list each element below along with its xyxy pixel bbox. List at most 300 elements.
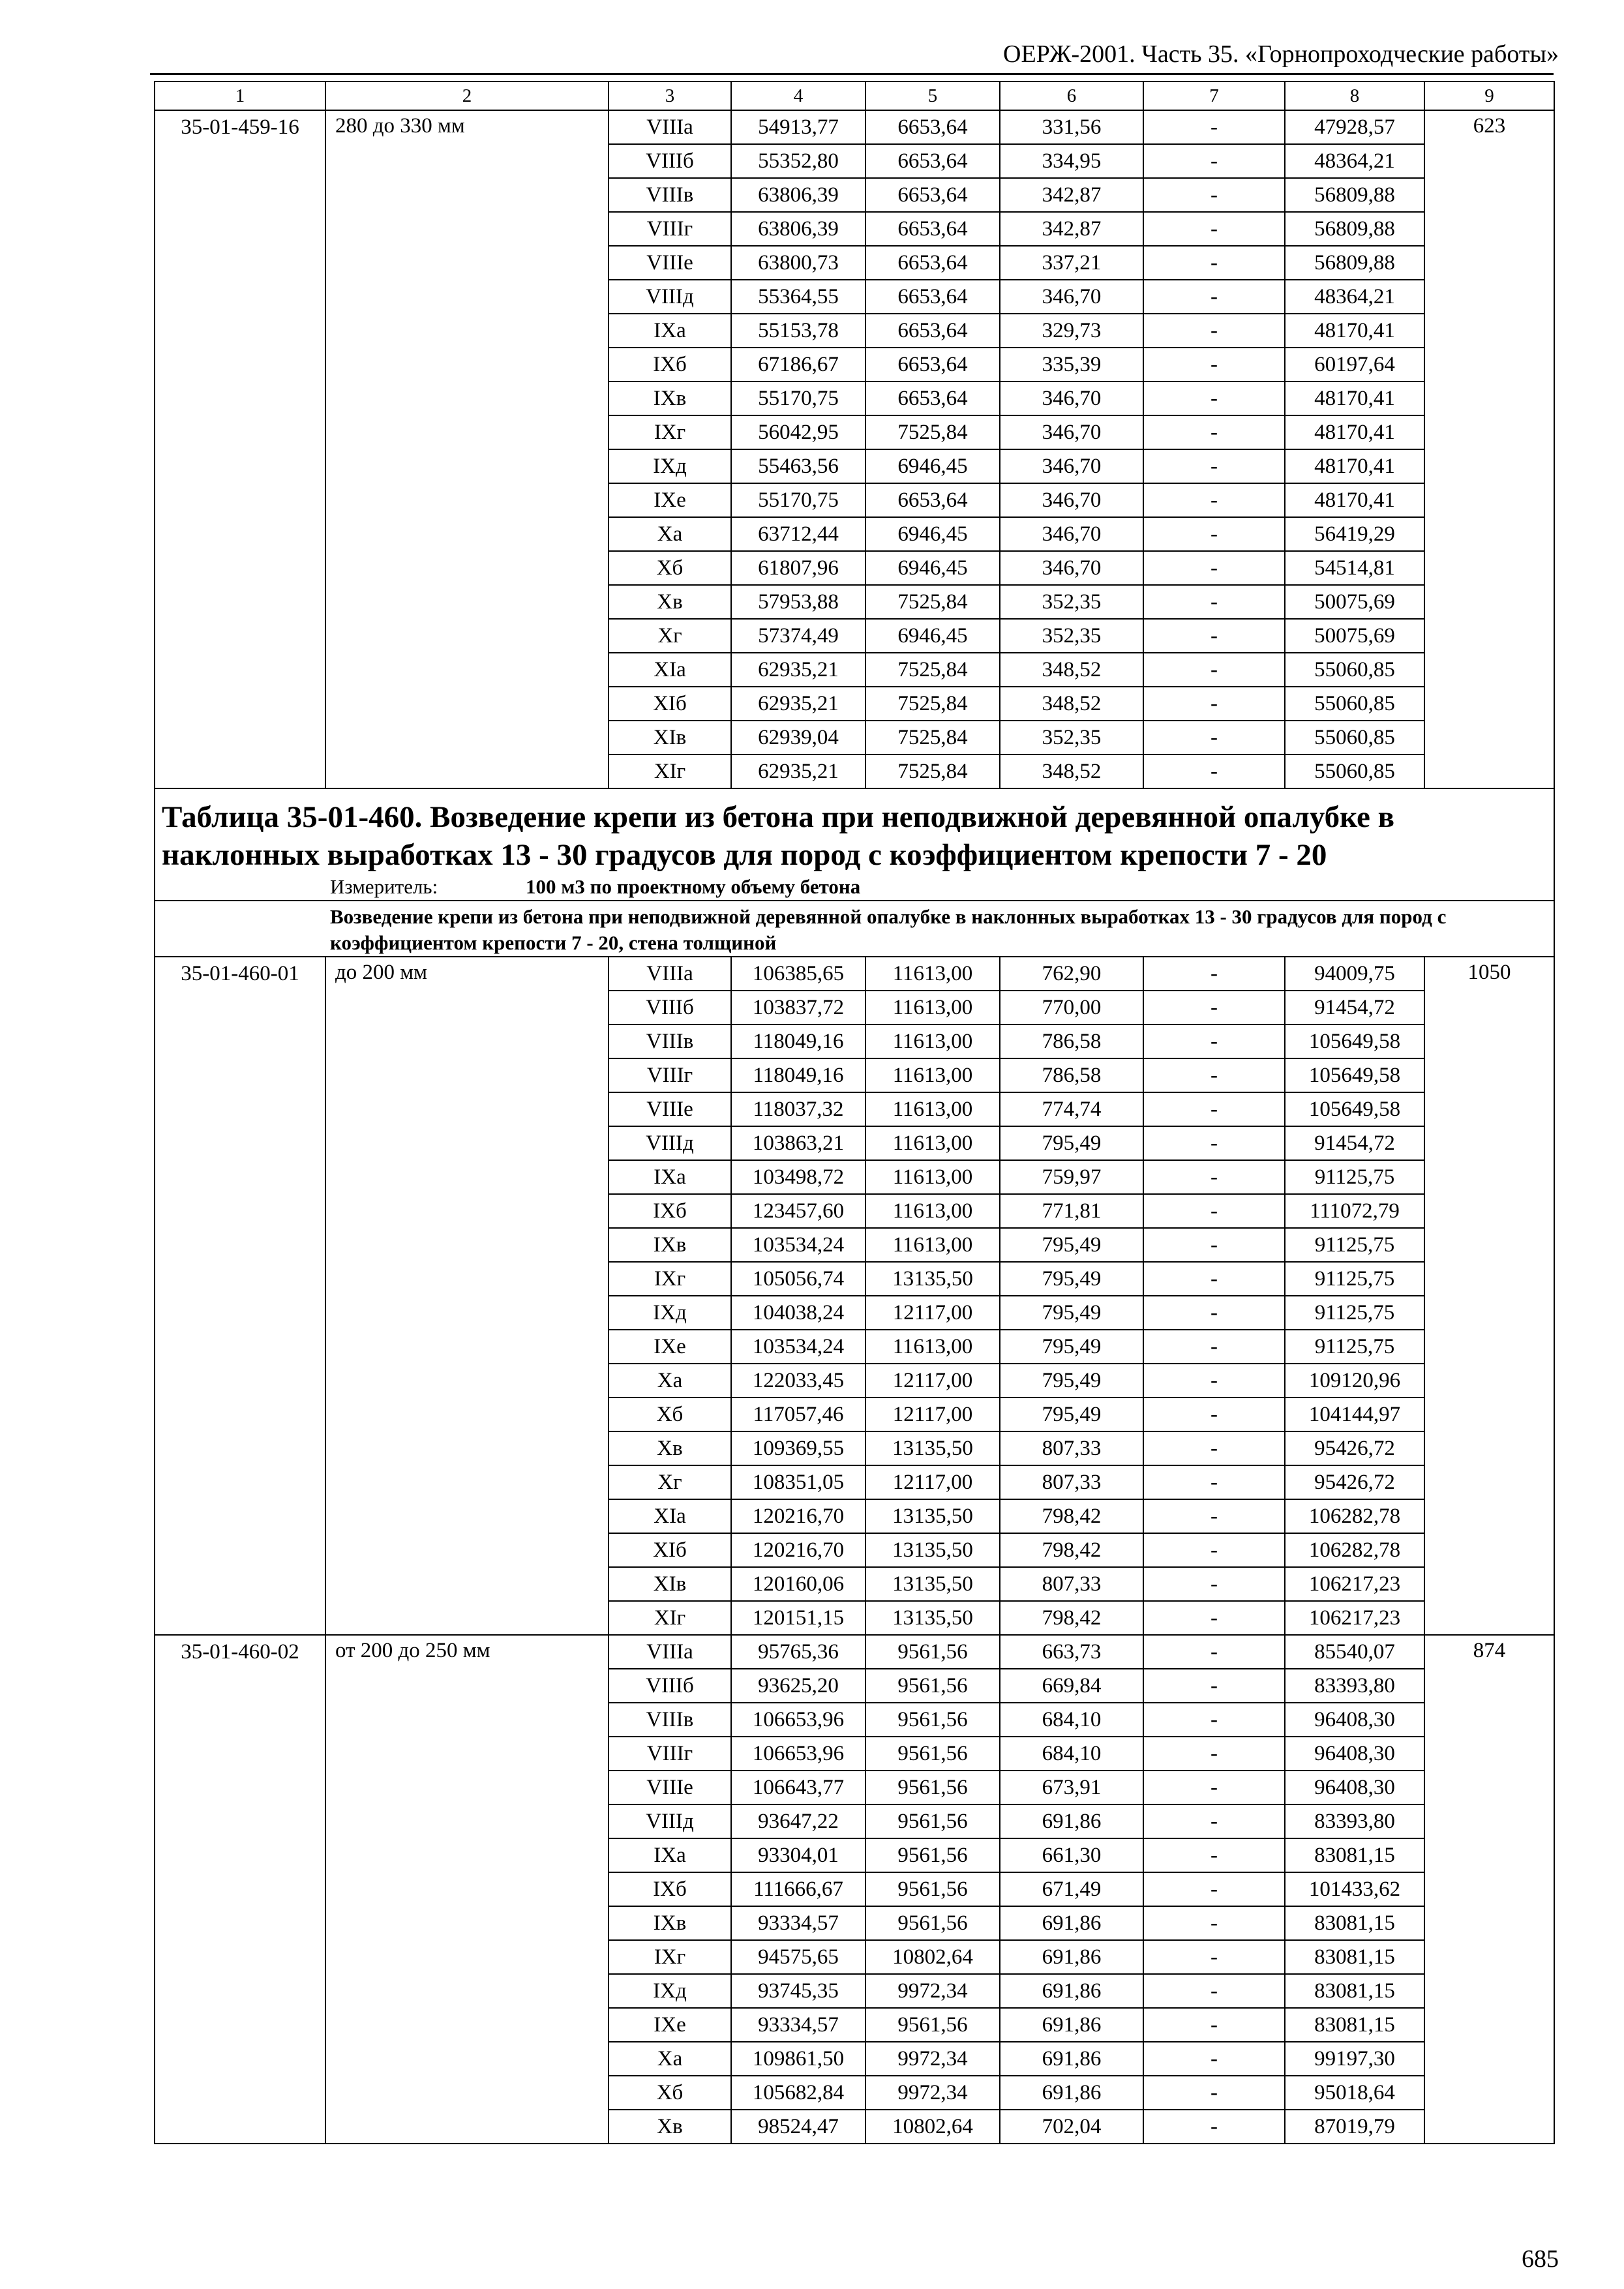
table-cell: 9972,34	[865, 2076, 1000, 2110]
table-cell: 771,81	[1000, 1194, 1143, 1228]
table-cell: 93625,20	[731, 1669, 865, 1703]
rock-category: IXб	[609, 1194, 731, 1228]
rock-category: IXб	[609, 348, 731, 382]
table-cell: 91125,75	[1285, 1262, 1424, 1296]
table-cell: 104038,24	[731, 1296, 865, 1330]
table-cell: 60197,64	[1285, 348, 1424, 382]
table-cell: 6653,64	[865, 483, 1000, 517]
rock-category: IXа	[609, 1838, 731, 1872]
table-cell: 10802,64	[865, 2110, 1000, 2144]
rock-category: IXв	[609, 1228, 731, 1262]
table-cell: 331,56	[1000, 110, 1143, 144]
table-cell: 55352,80	[731, 144, 865, 178]
table-cell: 7525,84	[865, 721, 1000, 755]
table-cell: 6653,64	[865, 382, 1000, 415]
table-cell: 691,86	[1000, 1940, 1143, 1974]
table-cell: -	[1143, 246, 1285, 280]
table-cell: 329,73	[1000, 314, 1143, 348]
table-cell: 48170,41	[1285, 314, 1424, 348]
table-cell: -	[1143, 1669, 1285, 1703]
table-cell: 50075,69	[1285, 619, 1424, 653]
rock-category: IXд	[609, 449, 731, 483]
table-cell: -	[1143, 2042, 1285, 2076]
table-cell: 671,49	[1000, 1872, 1143, 1906]
table-cell: 6653,64	[865, 314, 1000, 348]
table-cell: 807,33	[1000, 1431, 1143, 1465]
rock-category: IXд	[609, 1974, 731, 2008]
table-cell: 117057,46	[731, 1398, 865, 1431]
table-cell: 106282,78	[1285, 1499, 1424, 1533]
table-cell: 691,86	[1000, 1974, 1143, 2008]
table-cell: 109120,96	[1285, 1364, 1424, 1398]
table-cell: 12117,00	[865, 1296, 1000, 1330]
table-cell: 798,42	[1000, 1533, 1143, 1567]
rock-category: Xа	[609, 517, 731, 551]
table-cell: 48170,41	[1285, 415, 1424, 449]
table-cell: -	[1143, 1533, 1285, 1567]
table-cell: -	[1143, 1465, 1285, 1499]
table-cell: 91125,75	[1285, 1296, 1424, 1330]
measure-value: 100 м3 по проектному объему бетона	[526, 875, 861, 898]
table-cell: 106282,78	[1285, 1533, 1424, 1567]
table-cell: 12117,00	[865, 1398, 1000, 1431]
table-cell: 6653,64	[865, 280, 1000, 314]
table-cell: 807,33	[1000, 1465, 1143, 1499]
table-cell: 6653,64	[865, 212, 1000, 246]
table-cell: 47928,57	[1285, 110, 1424, 144]
table-cell: -	[1143, 653, 1285, 687]
table-cell: -	[1143, 687, 1285, 721]
table-cell: 54913,77	[731, 110, 865, 144]
table-cell: 101433,62	[1285, 1872, 1424, 1906]
measure	[155, 874, 1554, 901]
rock-category: VIIIб	[609, 991, 731, 1025]
table-cell: 9561,56	[865, 1635, 1000, 1669]
table-cell: 61807,96	[731, 551, 865, 585]
table-cell: -	[1143, 2008, 1285, 2042]
table-cell: 83081,15	[1285, 1906, 1424, 1940]
table-cell: 346,70	[1000, 483, 1143, 517]
table-cell: 346,70	[1000, 517, 1143, 551]
table-cell: 105682,84	[731, 2076, 865, 2110]
table-cell: 9561,56	[865, 1669, 1000, 1703]
table-cell: 7525,84	[865, 415, 1000, 449]
table-cell: 9972,34	[865, 2042, 1000, 2076]
table-cell: 342,87	[1000, 212, 1143, 246]
table-cell: 9561,56	[865, 1737, 1000, 1771]
table-cell: 111072,79	[1285, 1194, 1424, 1228]
table-cell: 661,30	[1000, 1838, 1143, 1872]
table-cell: 63806,39	[731, 178, 865, 212]
table-cell: 62935,21	[731, 755, 865, 788]
table-cell: 13135,50	[865, 1567, 1000, 1601]
table-cell: 10802,64	[865, 1940, 1000, 1974]
rock-category: IXв	[609, 1906, 731, 1940]
rock-category: VIIIб	[609, 144, 731, 178]
table-cell: 118037,32	[731, 1092, 865, 1126]
table-cell: 55463,56	[731, 449, 865, 483]
table-cell: -	[1143, 1160, 1285, 1194]
table-cell: 96408,30	[1285, 1703, 1424, 1737]
column-number: 9	[1424, 82, 1554, 110]
table-cell: 11613,00	[865, 1160, 1000, 1194]
table-cell: 346,70	[1000, 551, 1143, 585]
table-cell: -	[1143, 212, 1285, 246]
table-cell: 55060,85	[1285, 755, 1424, 788]
table-cell: -	[1143, 2110, 1285, 2144]
table-cell: -	[1143, 1906, 1285, 1940]
rock-category: XIа	[609, 1499, 731, 1533]
table-cell: -	[1143, 415, 1285, 449]
table-cell: -	[1143, 551, 1285, 585]
table-cell: 9561,56	[865, 1872, 1000, 1906]
table-cell: 99197,30	[1285, 2042, 1424, 2076]
table-cell: 691,86	[1000, 1804, 1143, 1838]
table-cell: 55170,75	[731, 382, 865, 415]
table-cell: 91125,75	[1285, 1160, 1424, 1194]
table-cell: 94575,65	[731, 1940, 865, 1974]
table-cell: 795,49	[1000, 1364, 1143, 1398]
table-cell: 13135,50	[865, 1262, 1000, 1296]
table-cell: 95426,72	[1285, 1431, 1424, 1465]
table-title-row	[155, 788, 1554, 874]
table-cell: 118049,16	[731, 1025, 865, 1058]
table-cell: 55060,85	[1285, 687, 1424, 721]
column-number: 6	[1000, 82, 1143, 110]
table-cell: 6946,45	[865, 449, 1000, 483]
table-cell: 122033,45	[731, 1364, 865, 1398]
table-cell: 9561,56	[865, 1906, 1000, 1940]
table-cell: -	[1143, 1025, 1285, 1058]
table-cell: 9561,56	[865, 1771, 1000, 1804]
table-cell: 7525,84	[865, 687, 1000, 721]
table-cell: 795,49	[1000, 1296, 1143, 1330]
table-cell: 6946,45	[865, 517, 1000, 551]
labor-norm: 874	[1424, 1635, 1554, 2144]
rock-category: VIIIд	[609, 1804, 731, 1838]
rock-category: IXг	[609, 1262, 731, 1296]
table-cell: 346,70	[1000, 415, 1143, 449]
table-cell: 93334,57	[731, 1906, 865, 1940]
rate-code: 35-01-460-02	[155, 1635, 325, 2144]
table-cell: 55153,78	[731, 314, 865, 348]
table-cell: 6653,64	[865, 144, 1000, 178]
table-cell: 55060,85	[1285, 653, 1424, 687]
table-cell: -	[1143, 1499, 1285, 1533]
table-cell: 11613,00	[865, 991, 1000, 1025]
measure-row	[155, 874, 1554, 901]
rate-description: до 200 мм	[325, 957, 609, 1635]
rock-category: Xв	[609, 1431, 731, 1465]
rate-code: 35-01-460-01	[155, 957, 325, 1635]
table-cell: -	[1143, 1126, 1285, 1160]
rock-category: IXе	[609, 483, 731, 517]
rock-category: XIб	[609, 1533, 731, 1567]
rock-category: VIIIд	[609, 1126, 731, 1160]
table-cell: -	[1143, 721, 1285, 755]
rate-code: 35-01-459-16	[155, 110, 325, 788]
rock-category: Xб	[609, 2076, 731, 2110]
rock-category: Xв	[609, 2110, 731, 2144]
rock-category: IXб	[609, 1872, 731, 1906]
column-number: 3	[609, 82, 731, 110]
table-cell: 7525,84	[865, 585, 1000, 619]
page-number: 685	[1522, 2245, 1559, 2273]
table-cell: 105649,58	[1285, 1058, 1424, 1092]
table-cell: 56419,29	[1285, 517, 1424, 551]
table-cell: 9972,34	[865, 1974, 1000, 2008]
table-cell: 106643,77	[731, 1771, 865, 1804]
table-cell: -	[1143, 1771, 1285, 1804]
table-cell: -	[1143, 1228, 1285, 1262]
table-cell: 348,52	[1000, 687, 1143, 721]
table-cell: 87019,79	[1285, 2110, 1424, 2144]
group-description-row	[155, 901, 1554, 957]
table-cell: -	[1143, 1838, 1285, 1872]
table-row	[155, 1635, 1554, 1669]
table-cell: 691,86	[1000, 2008, 1143, 2042]
rock-category: VIIIе	[609, 1092, 731, 1126]
rock-category: Xа	[609, 2042, 731, 2076]
table-cell: 673,91	[1000, 1771, 1143, 1804]
table-cell: 691,86	[1000, 1906, 1143, 1940]
table-cell: 11613,00	[865, 1025, 1000, 1058]
table-cell: 798,42	[1000, 1601, 1143, 1635]
table-cell: 786,58	[1000, 1058, 1143, 1092]
table-cell: -	[1143, 1058, 1285, 1092]
table-cell: 105649,58	[1285, 1025, 1424, 1058]
rates-table	[154, 81, 1555, 2144]
table-cell: 795,49	[1000, 1126, 1143, 1160]
table-cell: 91125,75	[1285, 1330, 1424, 1364]
table-cell: 120160,06	[731, 1567, 865, 1601]
table-cell: -	[1143, 1737, 1285, 1771]
rock-category: Xб	[609, 1398, 731, 1431]
table-cell: 105056,74	[731, 1262, 865, 1296]
table-cell: 120216,70	[731, 1499, 865, 1533]
table-cell: 13135,50	[865, 1499, 1000, 1533]
table-cell: 56042,95	[731, 415, 865, 449]
table-cell: -	[1143, 1330, 1285, 1364]
table-cell: 120151,15	[731, 1601, 865, 1635]
table-cell: 94009,75	[1285, 957, 1424, 991]
table-cell: 57953,88	[731, 585, 865, 619]
table-cell: 48170,41	[1285, 449, 1424, 483]
table-cell: 98524,47	[731, 2110, 865, 2144]
labor-norm: 623	[1424, 110, 1554, 788]
table-cell: 48170,41	[1285, 382, 1424, 415]
table-cell: 786,58	[1000, 1025, 1143, 1058]
rock-category: VIIIа	[609, 110, 731, 144]
page-header: ОЕРЖ-2001. Часть 35. «Горнопроходческие работы»	[1003, 40, 1559, 68]
table-cell: 13135,50	[865, 1533, 1000, 1567]
table-cell: 795,49	[1000, 1262, 1143, 1296]
table-cell: 93334,57	[731, 2008, 865, 2042]
rock-category: IXе	[609, 1330, 731, 1364]
table-cell: 6653,64	[865, 246, 1000, 280]
rock-category: Xг	[609, 1465, 731, 1499]
table-cell: 108351,05	[731, 1465, 865, 1499]
table-cell: 106653,96	[731, 1703, 865, 1737]
rock-category: VIIIб	[609, 1669, 731, 1703]
table-cell: 109861,50	[731, 2042, 865, 2076]
table-cell: -	[1143, 1431, 1285, 1465]
table-cell: 83081,15	[1285, 1974, 1424, 2008]
table-cell: 11613,00	[865, 1092, 1000, 1126]
table-cell: 352,35	[1000, 619, 1143, 653]
table-cell: 93647,22	[731, 1804, 865, 1838]
column-number: 2	[325, 82, 609, 110]
table-cell: 663,73	[1000, 1635, 1143, 1669]
table-cell: 96408,30	[1285, 1737, 1424, 1771]
column-number: 4	[731, 82, 865, 110]
table-cell: -	[1143, 1567, 1285, 1601]
table-cell: 85540,07	[1285, 1635, 1424, 1669]
rock-category: XIа	[609, 653, 731, 687]
table-cell: 774,74	[1000, 1092, 1143, 1126]
rock-category: VIIIд	[609, 280, 731, 314]
table-cell: 106217,23	[1285, 1567, 1424, 1601]
table-cell: 9561,56	[865, 1703, 1000, 1737]
table-cell: 48364,21	[1285, 144, 1424, 178]
table-cell: -	[1143, 110, 1285, 144]
table-cell: 56809,88	[1285, 212, 1424, 246]
rock-category: Xв	[609, 585, 731, 619]
table-cell: 104144,97	[1285, 1398, 1424, 1431]
rock-category: VIIIв	[609, 1703, 731, 1737]
table-row	[155, 957, 1554, 991]
table-cell: -	[1143, 449, 1285, 483]
table-cell: 54514,81	[1285, 551, 1424, 585]
table-cell: -	[1143, 1398, 1285, 1431]
table-cell: 9561,56	[865, 2008, 1000, 2042]
table-cell: 6946,45	[865, 551, 1000, 585]
table-cell: -	[1143, 1364, 1285, 1398]
table-cell: 691,86	[1000, 2076, 1143, 2110]
table-cell: -	[1143, 314, 1285, 348]
table-cell: -	[1143, 619, 1285, 653]
table-cell: 91125,75	[1285, 1228, 1424, 1262]
table-cell: -	[1143, 1296, 1285, 1330]
table-cell: -	[1143, 517, 1285, 551]
column-number: 7	[1143, 82, 1285, 110]
table-cell: 13135,50	[865, 1601, 1000, 1635]
table-cell: 11613,00	[865, 1058, 1000, 1092]
table-cell: 807,33	[1000, 1567, 1143, 1601]
table-cell: -	[1143, 1940, 1285, 1974]
table-cell: 67186,67	[731, 348, 865, 382]
table-cell: 106217,23	[1285, 1601, 1424, 1635]
table-cell: 109369,55	[731, 1431, 865, 1465]
table-cell: 6653,64	[865, 178, 1000, 212]
rock-category: IXг	[609, 415, 731, 449]
table-cell: 83081,15	[1285, 2008, 1424, 2042]
table-cell: 6946,45	[865, 619, 1000, 653]
table-cell: 103534,24	[731, 1228, 865, 1262]
table-cell: 111666,67	[731, 1872, 865, 1906]
column-number: 8	[1285, 82, 1424, 110]
table-cell: 348,52	[1000, 653, 1143, 687]
rock-category: IXд	[609, 1296, 731, 1330]
rock-category: IXг	[609, 1940, 731, 1974]
table-cell: 6653,64	[865, 110, 1000, 144]
table-cell: -	[1143, 280, 1285, 314]
table-cell: 95426,72	[1285, 1465, 1424, 1499]
table-cell: -	[1143, 2076, 1285, 2110]
table-cell: -	[1143, 1194, 1285, 1228]
table-cell: 62935,21	[731, 653, 865, 687]
table-cell: 63806,39	[731, 212, 865, 246]
table-cell: 56809,88	[1285, 178, 1424, 212]
table-cell: 342,87	[1000, 178, 1143, 212]
table-cell: 334,95	[1000, 144, 1143, 178]
group-description: Возведение крепи из бетона при неподвижной деревянной опалубке в наклонных выработках 13 - 30 градусов для пород с коэффициентом крепости 7 - 20, стена толщиной	[155, 901, 1554, 957]
rock-category: XIг	[609, 1601, 731, 1635]
table-cell: 795,49	[1000, 1398, 1143, 1431]
rock-category: XIг	[609, 755, 731, 788]
table-cell: 106653,96	[731, 1737, 865, 1771]
table-cell: 91454,72	[1285, 1126, 1424, 1160]
table-cell: 93304,01	[731, 1838, 865, 1872]
table-cell: 55364,55	[731, 280, 865, 314]
table-cell: 13135,50	[865, 1431, 1000, 1465]
table-cell: -	[1143, 1703, 1285, 1737]
table-cell: -	[1143, 957, 1285, 991]
table-cell: -	[1143, 1262, 1285, 1296]
table-cell: 55060,85	[1285, 721, 1424, 755]
table-cell: 83081,15	[1285, 1940, 1424, 1974]
table-cell: 770,00	[1000, 991, 1143, 1025]
table-cell: 759,97	[1000, 1160, 1143, 1194]
table-cell: 103863,21	[731, 1126, 865, 1160]
table-cell: 337,21	[1000, 246, 1143, 280]
table-cell: -	[1143, 483, 1285, 517]
table-cell: 9561,56	[865, 1838, 1000, 1872]
table-cell: 348,52	[1000, 755, 1143, 788]
rock-category: VIIIг	[609, 1737, 731, 1771]
column-number-row	[155, 82, 1554, 110]
table-cell: 352,35	[1000, 585, 1143, 619]
table-cell: 118049,16	[731, 1058, 865, 1092]
table-cell: 105649,58	[1285, 1092, 1424, 1126]
rock-category: VIIIа	[609, 1635, 731, 1669]
rock-category: VIIIе	[609, 246, 731, 280]
table-cell: 346,70	[1000, 382, 1143, 415]
table-cell: -	[1143, 585, 1285, 619]
table-cell: 11613,00	[865, 1126, 1000, 1160]
table-cell: 83393,80	[1285, 1804, 1424, 1838]
table-cell: 346,70	[1000, 449, 1143, 483]
rock-category: Xб	[609, 551, 731, 585]
table-cell: 56809,88	[1285, 246, 1424, 280]
table-cell: -	[1143, 382, 1285, 415]
rock-category: VIIIг	[609, 1058, 731, 1092]
table-cell: 6653,64	[865, 348, 1000, 382]
table-cell: 95018,64	[1285, 2076, 1424, 2110]
header-rule	[150, 73, 1554, 75]
table-cell: 11613,00	[865, 1228, 1000, 1262]
table-cell: -	[1143, 755, 1285, 788]
table-cell: 11613,00	[865, 1330, 1000, 1364]
rock-category: XIб	[609, 687, 731, 721]
column-number: 1	[155, 82, 325, 110]
table-cell: 11613,00	[865, 1194, 1000, 1228]
table-cell: 684,10	[1000, 1737, 1143, 1771]
labor-norm: 1050	[1424, 957, 1554, 1635]
table-cell: -	[1143, 1804, 1285, 1838]
table-cell: 335,39	[1000, 348, 1143, 382]
table-cell: 103837,72	[731, 991, 865, 1025]
